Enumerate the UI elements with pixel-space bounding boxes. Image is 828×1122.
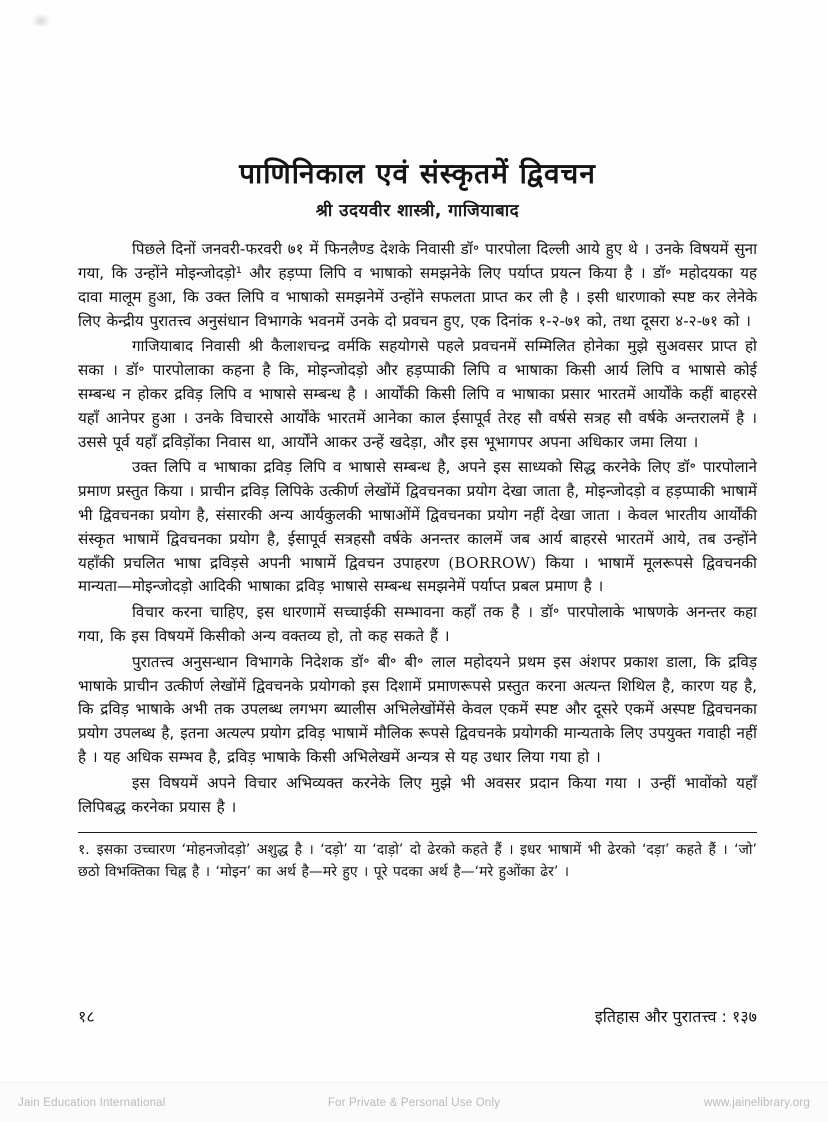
footnote-marker: १. bbox=[78, 842, 90, 859]
watermark-usage-notice: For Private & Personal Use Only bbox=[327, 1097, 501, 1109]
paragraph: पिछले दिनों जनवरी-फरवरी ७१ में फिनलैण्ड देशके निवासी डॉ॰ पारपोला दिल्ली आये हुए थे । उनके विषयमें सुना गया, कि उन्होंने मोइन्जोदड़ो¹ और हड़प्पा लिपि व भाषाको समझनेके लिए पर्याप्त प्रयत्न किया है । डॉ॰ महोदयका यह दावा मालूम हुआ, कि उक्त लिपि व भाषाको समझनेमें उन्होंने सफलता प्राप्त कर ली है । इसी धारणाको स्पष्ट कर लेनेके लिए केन्द्रीय पुरातत्त्व अनुसंधान विभागके भवनमें उनके दो प्रवचन हुए, एक दिनांक १-२-७१ को, तथा दूसरा ४-२-७१ को । bbox=[78, 240, 757, 330]
paragraph: इस विषयमें अपने विचार अभिव्यक्त करनेके लिए मुझे भी अवसर प्रदान किया गया । उन्हीं भावोंको यहाँ लिपिबद्ध करनेका प्रयास है । bbox=[78, 773, 757, 816]
paragraph: पुरातत्त्व अनुसन्धान विभागके निदेशक डॉ॰ बी॰ बी॰ लाल महोदयने प्रथम इस अंशपर प्रकाश डाला, कि द्रविड़ भाषाके प्राचीन उत्कीर्ण लेखोंमें द्विवचनके प्रयोगको इस दिशामें प्रमाणरूपसे प्रस्तुत करना अत्यन्त शिथिल है, कारण यह है, कि द्रविड़ भाषाके अभी तक उपलब्ध लगभग ब्यालीस अभिलेखोंमेंसे केवल एकमें स्पष्ट और दूसरे एकमें अस्पष्ट द्विवचनका प्रयोग उपलब्ध है, इतना अत्यल्प प्रयोग द्रविड़ भाषामें मौलिक रूपसे द्विवचनके प्रयोगकी मान्यताके लिए उपयुक्त गवाही नहीं है । यह अधिक सम्भव है, द्रविड़ भाषाके किसी अभिलेखमें अन्यत्र से यह उधार लिया गया हो । bbox=[78, 652, 757, 766]
page-footer bbox=[78, 1005, 757, 1027]
page-number: १८ bbox=[78, 1007, 95, 1026]
latin-loanword-term: (BORROW) bbox=[448, 553, 537, 572]
library-watermark-bar bbox=[0, 1082, 828, 1122]
watermark-organization: Jain Education International bbox=[18, 1097, 166, 1109]
article-body bbox=[78, 238, 757, 819]
page-title: पाणिनिकाल एवं संस्कृतमें द्विवचन bbox=[239, 157, 596, 190]
footnote-entry bbox=[78, 839, 757, 883]
footnote-text: इसका उच्चारण ‘मोहनजोदड़ो’ अशुद्ध है । ‘दड़ो’ या ‘दाड़ो’ दो ढेरको कहते हैं । इधर भाषामें भी ढेरको ‘दड़ा’ कहते हैं । ‘जो’ छठो विभक्तिका चिह्न है । ‘मोइन’ का अर्थ है—मरे हुए । पूरे पदका अर्थ है—‘मरे हुओंका ढेर’ । bbox=[78, 842, 757, 881]
scan-artifact-smudge bbox=[32, 14, 50, 26]
footnote-separator-rule bbox=[78, 832, 757, 833]
running-title: इतिहास और पुरातत्त्व : १३७ bbox=[594, 1007, 757, 1026]
footnote-section bbox=[78, 832, 757, 883]
watermark-website-link[interactable]: www.jainelibrary.org bbox=[703, 1097, 810, 1109]
paragraph: विचार करना चाहिए, इस धारणामें सच्चाईकी सम्भावना कहाँ तक है । डॉ॰ पारपोलाके भाषणके अनन्तर कहा गया, कि इस विषयमें किसीको अन्य वक्तव्य हो, तो कह सकते हैं । bbox=[78, 603, 757, 645]
paragraph: उक्त लिपि व भाषाका द्रविड़ लिपि व भाषासे सम्बन्ध है, अपने इस साध्यको सिद्ध करनेके लिए डॉ॰ पारपोलाने प्रमाण प्रस्तुत किया । प्राचीन द्रविड़ लिपिके उत्कीर्ण लेखोंमें द्विवचनका प्रयोग देखा जाता है, मोइन्जोदड़ो व हड़प्पाकी भाषामें भी द्विवचनका प्रयोग है, संसारकी अन्य आर्यकुलकी भाषाओंमें द्विवचनका प्रयोग नहीं देखा जाता । केवल भारतीय आर्योंकी संस्कृत भाषामें द्विवचनका प्रयोग है, ईसापूर्व सत्रहसौ वर्षके अनन्तर कालमें जब आर्य बाहरसे भारतमें आये, तब उन्होंने यहाँकी प्रचलित भाषा द्रविड़से अपनी भाषामें द्विवचन उपाहरण (BORROW) किया । भाषामें मूलरूपसे द्विवचनकी मान्यता—मोइन्जोदड़ो आदिकी भाषाका द्रविड़ भाषासे सम्बन्ध समझनेमें पर्याप्त प्रबल प्रमाण है । bbox=[78, 458, 757, 596]
page-content bbox=[78, 0, 757, 883]
author-byline: श्री उदयवीर शास्त्री, गाजियाबाद bbox=[315, 201, 520, 222]
paragraph: गाजियाबाद निवासी श्री कैलाशचन्द्र वर्मकि सहयोगसे पहले प्रवचनमें सम्मिलित होनेका मुझे सुअवसर प्राप्त हो सका । डॉ॰ पारपोलाका कहना है कि, मोइन्जोदड़ो और हड़प्पाकी लिपि व भाषाका किसी आर्य लिपि व भाषासे कोई सम्बन्ध न होकर द्रविड़ लिपि व भाषासे सम्बन्ध है । आर्योंकी किसी लिपि व भाषाका प्रसार भारतमें आर्योंके कहीं बाहरसे यहाँ आनेपर हुआ । उनके विचारसे आर्योंके भारतमें आनेका काल ईसापूर्व तेरह सौ वर्षसे सत्रह सौ वर्षके अन्तरालमें है । उससे पूर्व यहाँ द्रविड़ोंका निवास था, आर्योंने आकर उन्हें खदेड़ा, और इस भूभागपर अपना अधिकार जमा लिया । bbox=[78, 337, 757, 451]
